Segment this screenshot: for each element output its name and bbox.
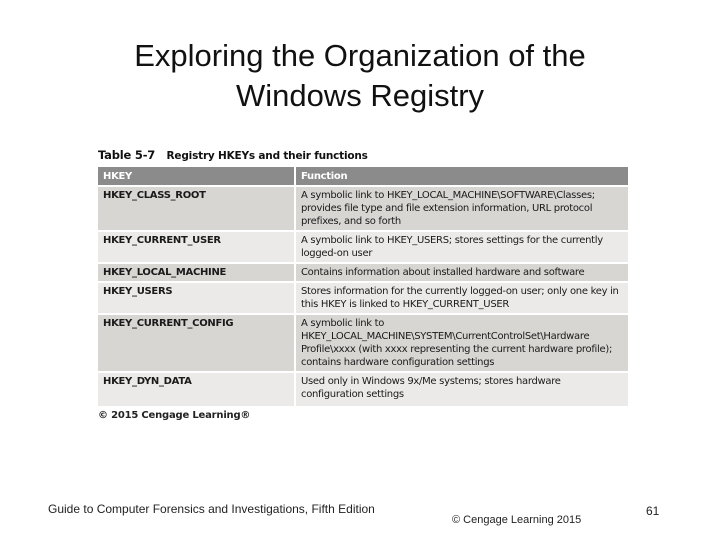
function-cell: A symbolic link to HKEY_LOCAL_MACHINE\SOFTWARE\Classes; provides file type and file extension information, URL protocol prefixes, and so forth <box>295 186 629 231</box>
hkey-cell: HKEY_CLASS_ROOT <box>98 186 295 231</box>
hkey-cell: HKEY_CURRENT_USER <box>98 231 295 263</box>
slide-title-line-2: Windows Registry <box>235 78 485 113</box>
table-caption-text: Registry HKEYs and their functions <box>166 150 368 162</box>
page-number: 61 <box>646 504 660 518</box>
table-row <box>98 231 629 263</box>
registry-hkeys-table <box>98 167 630 408</box>
table-row <box>98 186 629 231</box>
table-caption-number: Table 5-7 <box>98 148 156 162</box>
hkey-cell: HKEY_DYN_DATA <box>98 372 295 407</box>
function-cell: Contains information about installed hardware and software <box>295 263 629 282</box>
footer-copyright: © Cengage Learning 2015 <box>452 514 582 526</box>
table-row <box>98 263 629 282</box>
table-credit: © 2015 Cengage Learning® <box>98 410 251 421</box>
hkey-cell: HKEY_USERS <box>98 282 295 314</box>
column-header-hkey: HKEY <box>98 167 295 186</box>
function-cell: Stores information for the currently logged-on user; only one key in this HKEY is linked to HKEY_CURRENT_USER <box>295 282 629 314</box>
function-cell: Used only in Windows 9x/Me systems; stores hardware configuration settings <box>295 372 629 407</box>
table-row <box>98 372 629 407</box>
footer-book-title: Guide to Computer Forensics and Investigations, Fifth Edition <box>48 502 375 516</box>
function-cell: A symbolic link to HKEY_LOCAL_MACHINE\SYSTEM\CurrentControlSet\Hardware Profile\xxxx (with xxxx representing the current hardware profile); contains hardware configuration settings <box>295 314 629 372</box>
table-row <box>98 282 629 314</box>
table-header-row <box>98 167 629 186</box>
table-row <box>98 314 629 372</box>
slide-title-line-1: Exploring the Organization of the <box>134 38 586 73</box>
hkey-cell: HKEY_CURRENT_CONFIG <box>98 314 295 372</box>
slide-title <box>0 36 720 116</box>
function-cell: A symbolic link to HKEY_USERS; stores settings for the currently logged-on user <box>295 231 629 263</box>
hkey-cell: HKEY_LOCAL_MACHINE <box>98 263 295 282</box>
column-header-function: Function <box>295 167 629 186</box>
table-caption <box>98 148 368 162</box>
